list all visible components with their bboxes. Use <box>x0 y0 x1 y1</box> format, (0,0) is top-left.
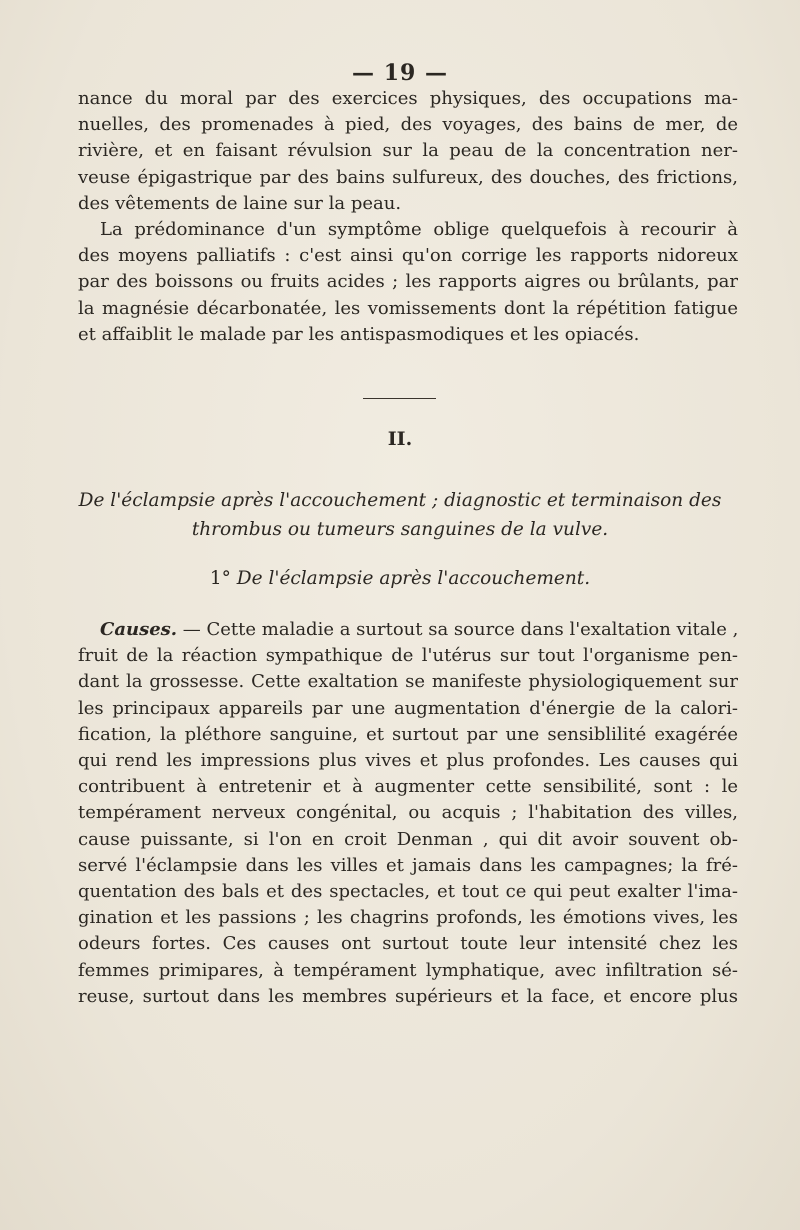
text-line: nance du moral par des exercices physiques, des occupations ma- <box>78 88 738 109</box>
text-line: quentation des bals et des spectacles, et tout ce qui peut exalter l'ima- <box>78 881 738 903</box>
second-paragraph <box>78 217 738 348</box>
text-line: femmes primipares, à tempérament lymphatique, avec infiltration sé- <box>78 959 738 981</box>
text-line: dant la grossesse. Cette exaltation se manifeste physiologiquement sur <box>78 671 738 693</box>
text-line: par des boissons ou fruits acides ; les rapports aigres ou brûlants, par <box>78 271 738 293</box>
text-line: servé l'éclampsie dans les villes et jamais dans les campagnes; la fré- <box>78 854 738 876</box>
section-title-line: thrombus ou tumeurs sanguines de la vulve. <box>191 519 609 540</box>
subsection-number: 1° <box>209 568 231 589</box>
text-line: les principaux appareils par une augmentation d'énergie de la calori- <box>78 697 738 719</box>
text-line <box>78 617 738 643</box>
text-line: tempérament nerveux congénital, ou acquis ; l'habitation des villes, <box>78 802 738 824</box>
text-line: odeurs fortes. Ces causes ont surtout toute leur intensité chez les <box>78 933 738 955</box>
text-line: cause puissante, si l'on en croit Denman , qui dit avoir souvent ob- <box>78 828 738 850</box>
text-line: la magnésie décarbonatée, les vomissements dont la répétition fatigue <box>78 297 738 319</box>
text-line: gination et les passions ; les chagrins profonds, les émotions vives, les <box>78 907 738 929</box>
text-line: des vêtements de laine sur la peau. <box>78 192 402 214</box>
text-line: veuse épigastrique par des bains sulfureux, des douches, des frictions, <box>78 166 738 188</box>
page-number: — 19 — <box>352 60 448 86</box>
text-line: reuse, surtout dans les membres supérieurs et la face, et encore plus <box>78 985 738 1007</box>
section-number: II. <box>387 428 413 450</box>
top-paragraph <box>78 86 738 217</box>
text-line: nuelles, des promenades à pied, des voyages, des bains de mer, de <box>78 114 738 136</box>
text-line: fruit de la réaction sympathique de l'utérus sur tout l'organisme pen- <box>78 645 738 667</box>
section-title-line: De l'éclampsie après l'accouchement ; diagnostic et terminaison des <box>78 490 722 511</box>
text-line: La prédominance d'un symptôme oblige quelquefois à recourir à <box>100 219 738 240</box>
text-line: fication, la pléthore sanguine, et surtout par une sensiblilité exagérée <box>78 723 738 745</box>
text-line: rivière, et en faisant révulsion sur la peau de la concentration ner- <box>78 140 738 162</box>
text-line: contribuent à entretenir et à augmenter cette sensibilité, sont : le <box>78 776 738 798</box>
text-line: et affaiblit le malade par les antispasmodiques et les opiacés. <box>78 323 640 345</box>
causes-first-line: — Cette maladie a surtout sa source dans l'exaltation vitale , <box>177 619 739 640</box>
causes-paragraph <box>78 617 738 1010</box>
subsection-heading: De l'éclampsie après l'accouchement. <box>236 568 591 589</box>
subsection-title <box>0 568 800 589</box>
section-divider <box>363 398 436 399</box>
section-title <box>60 486 740 544</box>
causes-lead: Causes. <box>100 619 178 640</box>
text-line: des moyens palliatifs : c'est ainsi qu'on corrige les rapports nidoreux <box>78 245 738 267</box>
text-line: qui rend les impressions plus vives et plus profondes. Les causes qui <box>78 750 738 772</box>
